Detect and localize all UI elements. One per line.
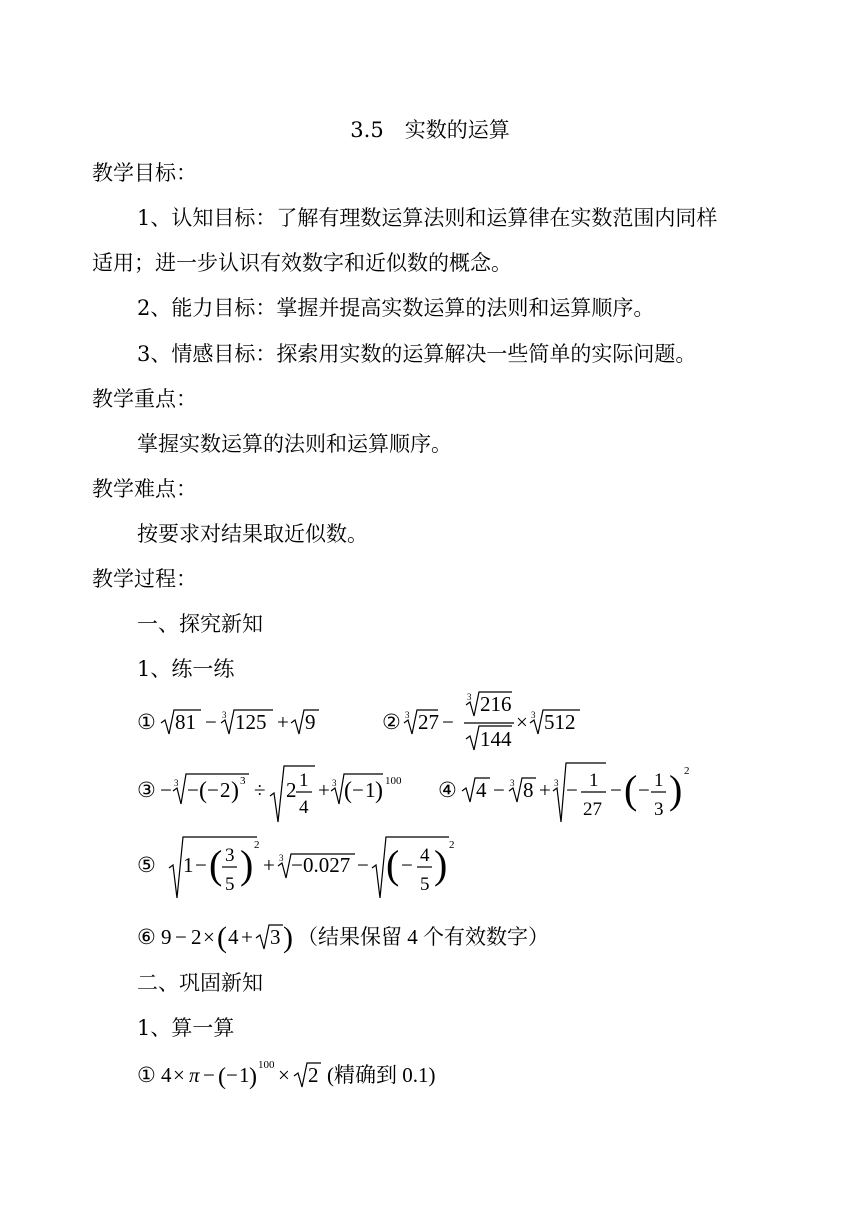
svg-text:1: 1 [239, 1063, 250, 1087]
svg-text:π: π [189, 1063, 200, 1087]
svg-text:2: 2 [220, 778, 231, 802]
svg-text:1: 1 [183, 853, 194, 877]
svg-text:−: − [357, 853, 369, 877]
svg-text:×: × [278, 1063, 290, 1087]
svg-text:③: ③ [137, 778, 156, 802]
svg-text:27: 27 [418, 710, 439, 734]
svg-text:): ) [669, 767, 683, 812]
svg-text:3: 3 [332, 778, 337, 788]
svg-text:3: 3 [554, 778, 559, 788]
svg-text:1: 1 [365, 778, 376, 802]
svg-text:(精确到 0.1): (精确到 0.1) [327, 1063, 436, 1087]
svg-text:100: 100 [258, 1059, 275, 1071]
difficult-points-text: 按要求对结果取近似数。 [137, 522, 368, 546]
svg-text:4: 4 [299, 797, 309, 818]
svg-text:3: 3 [405, 710, 410, 720]
svg-text:−: − [187, 778, 199, 802]
svg-text:216: 216 [480, 692, 512, 716]
svg-text:(: ( [199, 778, 207, 804]
svg-text:): ) [434, 842, 448, 887]
svg-text:4: 4 [420, 845, 430, 866]
svg-text:②: ② [382, 710, 401, 734]
svg-text:④: ④ [438, 778, 457, 802]
part2-item: 1、算一算 [137, 1016, 235, 1040]
svg-text:−: − [442, 710, 454, 734]
svg-text:−: − [175, 925, 187, 949]
svg-text:(: ( [218, 1064, 226, 1090]
svg-text:(: ( [217, 921, 227, 954]
svg-text:−: − [638, 778, 650, 802]
svg-text:100: 100 [385, 775, 402, 787]
svg-text:2: 2 [191, 925, 202, 949]
part1-item: 1、练一练 [137, 657, 235, 681]
svg-text:2: 2 [449, 839, 455, 851]
svg-text:3: 3 [531, 710, 536, 720]
svg-text:3: 3 [225, 845, 235, 866]
calculation-1-formula [137, 1054, 477, 1094]
svg-text:(: ( [386, 842, 400, 887]
svg-text:3: 3 [174, 778, 179, 788]
svg-text:9: 9 [161, 925, 172, 949]
exercise-5-formula [137, 832, 467, 902]
svg-text:+: + [241, 925, 253, 949]
svg-text:(: ( [209, 842, 223, 887]
svg-text:÷: ÷ [254, 778, 266, 802]
svg-text:3: 3 [654, 799, 664, 820]
svg-text:1: 1 [589, 770, 599, 791]
svg-text:−: − [610, 778, 622, 802]
svg-text:⑤: ⑤ [137, 853, 156, 877]
svg-text:8: 8 [523, 778, 534, 802]
svg-text:2: 2 [308, 1063, 319, 1087]
svg-text:4: 4 [476, 778, 487, 802]
objective-1-line1: 1、认知目标：了解有理数运算法则和运算律在实数范围内同样 [137, 206, 718, 230]
svg-text:27: 27 [583, 799, 602, 820]
process-heading: 教学过程： [92, 567, 197, 591]
svg-text:①: ① [137, 710, 156, 734]
svg-text:+: + [277, 710, 289, 734]
svg-text:+: + [318, 778, 330, 802]
svg-text:125: 125 [235, 710, 267, 734]
page-title: 3.5 实数的运算 [350, 118, 510, 142]
svg-text:−: − [207, 778, 219, 802]
svg-text:−: − [493, 778, 505, 802]
svg-text:−: − [195, 853, 207, 877]
svg-text:×: × [173, 1063, 185, 1087]
exercise-2-formula [382, 688, 602, 758]
svg-text:2: 2 [286, 778, 297, 802]
svg-text:2: 2 [684, 765, 690, 777]
svg-text:+: + [539, 778, 551, 802]
svg-text:⑥: ⑥ [137, 925, 156, 949]
exercise-3-formula [137, 762, 427, 828]
svg-text:×: × [203, 925, 215, 949]
svg-text:3: 3 [510, 778, 515, 788]
difficult-points-heading: 教学难点： [92, 477, 197, 501]
svg-text:): ) [249, 1064, 257, 1090]
exercise-6-formula [137, 918, 597, 958]
svg-text:4: 4 [228, 925, 239, 949]
svg-text:−: − [401, 853, 413, 877]
svg-text:−: − [226, 1063, 238, 1087]
objective-2: 2、能力目标：掌握并提高实数运算的法则和运算顺序。 [137, 296, 655, 320]
svg-text:81: 81 [175, 710, 196, 734]
svg-text:(: ( [624, 767, 638, 812]
svg-text:): ) [375, 778, 383, 804]
svg-text:9: 9 [305, 710, 316, 734]
svg-text:1: 1 [299, 770, 309, 791]
svg-text:1: 1 [654, 770, 664, 791]
svg-text:−: − [352, 778, 364, 802]
part1-heading: 一、探究新知 [137, 612, 263, 636]
svg-text:2: 2 [254, 839, 260, 851]
svg-text:5: 5 [225, 874, 235, 895]
svg-text:144: 144 [480, 727, 512, 751]
key-points-text: 掌握实数运算的法则和运算顺序。 [137, 432, 452, 456]
part2-heading: 二、巩固新知 [137, 971, 263, 995]
svg-text:×: × [516, 710, 528, 734]
svg-text:−: − [160, 778, 172, 802]
svg-text:−: − [205, 710, 217, 734]
svg-text:0.027: 0.027 [303, 853, 351, 877]
objective-1-line2: 适用；进一步认识有效数字和近似数的概念。 [92, 251, 512, 275]
svg-text:5: 5 [420, 874, 430, 895]
svg-text:3: 3 [222, 710, 227, 720]
svg-text:（结果保留 4 个有效数字）: （结果保留 4 个有效数字） [297, 925, 549, 949]
svg-text:(: ( [344, 778, 352, 804]
objectives-heading: 教学目标： [92, 161, 197, 185]
svg-text:): ) [240, 842, 254, 887]
svg-text:3: 3 [240, 775, 246, 787]
svg-text:): ) [231, 778, 239, 804]
svg-text:4: 4 [161, 1063, 172, 1087]
svg-text:512: 512 [544, 710, 576, 734]
svg-text:+: + [263, 853, 275, 877]
svg-text:−: − [203, 1063, 215, 1087]
svg-text:3: 3 [467, 692, 472, 702]
svg-text:①: ① [137, 1063, 156, 1087]
key-points-heading: 教学重点： [92, 387, 197, 411]
svg-text:3: 3 [270, 925, 281, 949]
exercise-1-formula [137, 700, 337, 744]
svg-text:3: 3 [279, 853, 284, 863]
svg-text:): ) [283, 921, 293, 954]
svg-text:−: − [291, 853, 303, 877]
svg-text:−: − [566, 778, 578, 802]
objective-3: 3、情感目标：探索用实数的运算解决一些简单的实际问题。 [137, 342, 697, 366]
exercise-4-formula [438, 758, 698, 830]
